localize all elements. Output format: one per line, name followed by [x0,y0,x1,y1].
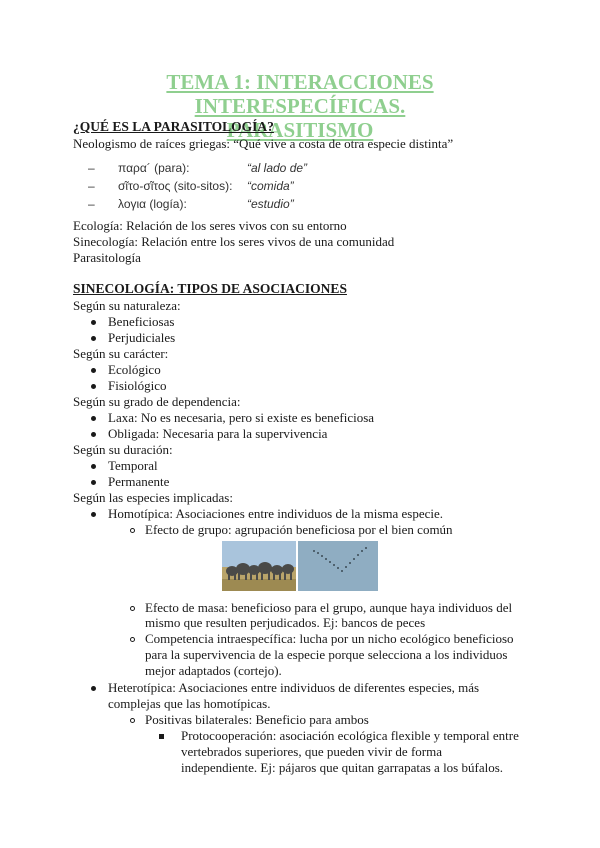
etym-meaning: “al lado de” [247,161,308,175]
bullet [91,480,96,485]
etym-dash: – [88,161,95,175]
list-item: Perjudiciales [108,330,176,345]
etym-dash: – [88,179,95,193]
etym-greek: παρα´ (para): [118,161,190,175]
etym-meaning: “estudio” [247,197,294,211]
section-heading-sinecologia: SINECOLOGÍA: TIPOS DE ASOCIACIONES [73,281,347,296]
section-heading-parasitologia: ¿QUÉ ES LA PARASITOLOGÍA? [73,119,274,134]
etym-greek: σῖτο-σῖτος (sito-sitos): [118,179,233,193]
sub-bullet [130,606,135,611]
etym-dash: – [88,197,95,211]
efecto-grupo-text: Efecto de grupo: agrupación beneficiosa por el bien común [145,522,453,537]
bird-flock-image [298,541,378,591]
efecto-masa-line1: Efecto de masa: beneficioso para el grupo, aunque haya individuos del [145,600,513,615]
def-parasitologia: Parasitología [73,250,141,265]
proto-line1: Protocooperación: asociación ecológica flexible y temporal entre [181,728,519,743]
sub-bullet [130,637,135,642]
list-item: Laxa: No es necesaria, pero si existe es beneficiosa [108,410,375,425]
bullet [91,416,96,421]
label-duracion: Según su duración: [73,442,173,457]
sub-bullet [130,528,135,533]
list-item: Beneficiosas [108,314,175,329]
elephant-herd-image [222,541,296,591]
label-naturaleza: Según su naturaleza: [73,298,181,313]
positivas-text: Positivas bilaterales: Beneficio para ambos [145,712,369,727]
list-item: Temporal [108,458,158,473]
bullet [91,368,96,373]
efecto-masa-line2: mismo que resulten perjudicados. Ej: bancos de peces [145,615,426,630]
homotipica-text: Homotípica: Asociaciones entre individuos de la misma especie. [108,506,444,521]
list-item: Ecológico [108,362,161,377]
sub-bullet [130,718,135,723]
proto-line3: independiente. Ej: pájaros que quitan garrapatas a los búfalos. [181,760,504,775]
bullet [91,320,96,325]
etym-meaning: “comida” [247,179,294,193]
etym-greek: λογια (logía): [118,197,187,211]
bullet [91,384,96,389]
label-caracter: Según su carácter: [73,346,169,361]
bullet [91,512,96,517]
label-especies: Según las especies implicadas: [73,490,233,505]
competencia-line3: mejor adaptados (cortejo). [145,663,282,678]
list-item: Permanente [108,474,170,489]
competencia-line2: para la supervivencia de la especie porque selecciona a los individuos [145,647,508,662]
def-ecologia: Ecología: Relación de los seres vivos con su entorno [73,218,347,233]
proto-line2: vertebrados superiores, que pueden vivir de forma [181,744,442,759]
title-line-1: TEMA 1: INTERACCIONES INTERESPECÍFICAS. [166,70,434,118]
bullet [91,686,96,691]
list-item: Fisiológico [108,378,167,393]
list-item: Obligada: Necesaria para la supervivencia [108,426,328,441]
heterotipica-line2: complejas que las homotípicas. [108,696,271,711]
bullet [91,336,96,341]
def-sinecologia: Sinecología: Relación entre los seres vivos de una comunidad [73,234,395,249]
competencia-line1: Competencia intraespecífica: lucha por un nicho ecológico beneficioso [145,631,514,646]
title-line-2: PARASITISMO [226,118,374,142]
label-dependencia: Según su grado de dependencia: [73,394,241,409]
sub-sub-bullet [159,734,164,739]
bullet [91,464,96,469]
bullet [91,432,96,437]
heterotipica-line1: Heterotípica: Asociaciones entre individuos de diferentes especies, más [108,680,480,695]
intro-text: Neologismo de raíces griegas: “Qué vive a costa de otra especie distinta” [73,136,454,151]
